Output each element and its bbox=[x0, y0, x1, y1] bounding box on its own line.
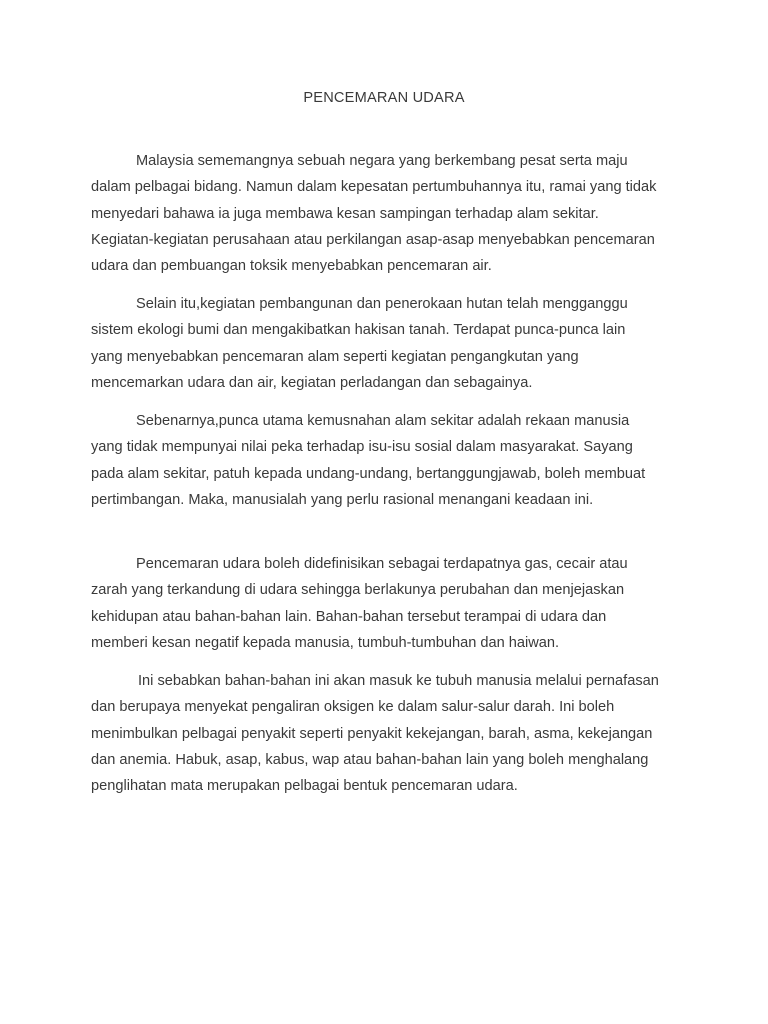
paragraph-line: pertimbangan. Maka, manusialah yang perlu rasional menangani keadaan ini. bbox=[91, 491, 594, 508]
paragraph-line: menyedari bahawa ia juga membawa kesan sampingan terhadap alam sekitar. bbox=[91, 205, 599, 222]
paragraph-line: Selain itu,kegiatan pembangunan dan penerokaan hutan telah mengganggu bbox=[136, 296, 628, 312]
paragraph-line: dalam pelbagai bidang. Namun dalam kepesatan pertumbuhannya itu, ramai yang tidak bbox=[91, 179, 657, 196]
paragraph-2 bbox=[91, 291, 691, 396]
paragraph-1 bbox=[91, 148, 691, 279]
paragraph-line: dan anemia. Habuk, asap, kabus, wap atau bahan-bahan lain yang boleh menghalang bbox=[91, 751, 649, 768]
paragraph-line: Ini sebabkan bahan-bahan ini akan masuk ke tubuh manusia melalui pernafasan bbox=[138, 673, 659, 689]
paragraph-line: sistem ekologi bumi dan mengakibatkan hakisan tanah. Terdapat punca-punca lain bbox=[91, 322, 626, 339]
paragraph-line: Kegiatan-kegiatan perusahaan atau perkilangan asap-asap menyebabkan pencemaran bbox=[91, 231, 655, 248]
paragraph-line: yang tidak mempunyai nilai peka terhadap isu-isu sosial dalam masyarakat. Sayang bbox=[91, 439, 633, 456]
paragraph-line: dan berupaya menyekat pengaliran oksigen ke dalam salur-salur darah. Ini boleh bbox=[91, 699, 615, 716]
paragraph-line: Malaysia sememangnya sebuah negara yang berkembang pesat serta maju bbox=[136, 153, 628, 169]
paragraph-line: Pencemaran udara boleh didefinisikan sebagai terdapatnya gas, cecair atau bbox=[136, 556, 628, 572]
paragraph-5 bbox=[91, 668, 691, 799]
paragraph-line: udara dan pembuangan toksik menyebabkan pencemaran air. bbox=[91, 258, 492, 275]
paragraph-line: mencemarkan udara dan air, kegiatan perladangan dan sebagainya. bbox=[91, 374, 533, 391]
paragraph-3 bbox=[91, 408, 691, 513]
paragraph-line: yang menyebabkan pencemaran alam seperti kegiatan pengangkutan yang bbox=[91, 348, 579, 365]
paragraph-line: pada alam sekitar, patuh kepada undang-undang, bertanggungjawab, boleh membuat bbox=[91, 465, 646, 482]
paragraph-line: menimbulkan pelbagai penyakit seperti penyakit kekejangan, barah, asma, kekejangan bbox=[91, 725, 653, 742]
paragraph-line: penglihatan mata merupakan pelbagai bentuk pencemaran udara. bbox=[91, 778, 518, 795]
paragraph-line: zarah yang terkandung di udara sehingga berlakunya perubahan dan menjejaskan bbox=[91, 582, 625, 599]
paragraph-line: memberi kesan negatif kepada manusia, tumbuh-tumbuhan dan haiwan. bbox=[91, 634, 560, 651]
page-title: PENCEMARAN UDARA bbox=[303, 90, 465, 106]
paragraph-4 bbox=[91, 551, 691, 656]
paragraph-line: kehidupan atau bahan-bahan lain. Bahan-bahan tersebut terampai di udara dan bbox=[91, 608, 607, 625]
paragraph-line: Sebenarnya,punca utama kemusnahan alam sekitar adalah rekaan manusia bbox=[136, 413, 630, 429]
